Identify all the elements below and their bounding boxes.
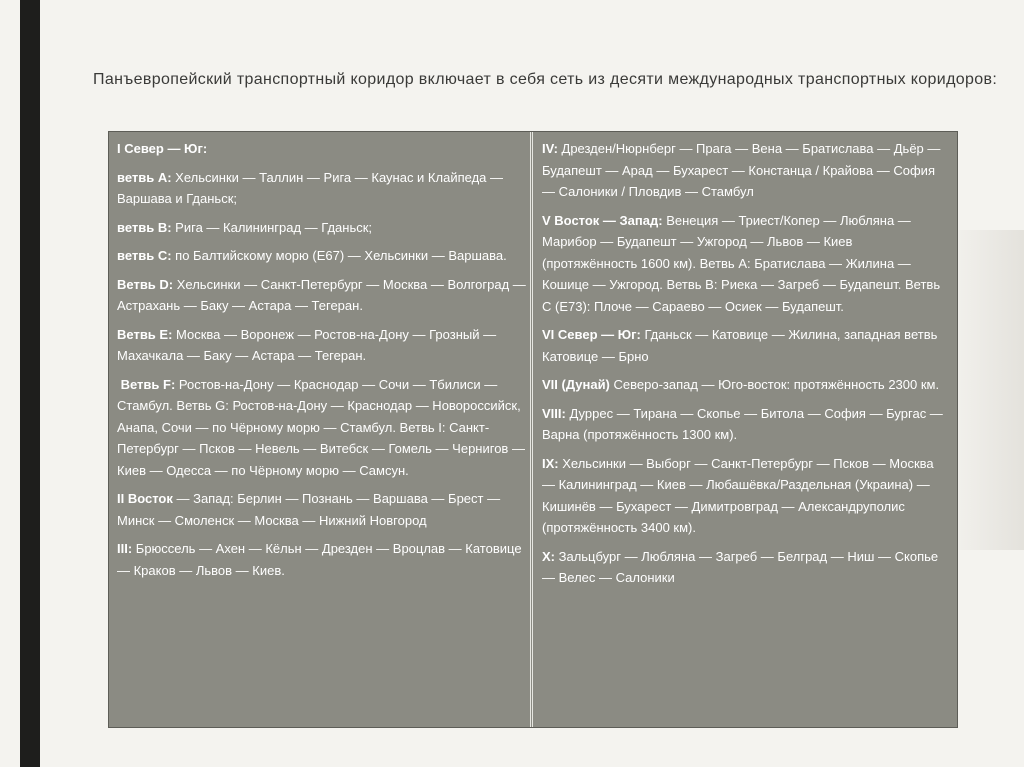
corridor-entry	[117, 488, 526, 531]
entry-label: ветвь A:	[117, 169, 172, 185]
corridors-table	[108, 131, 958, 728]
corridor-entry	[117, 324, 526, 367]
entry-label: II Восток	[117, 491, 173, 506]
column-divider	[530, 132, 533, 727]
entry-label: IX:	[542, 455, 559, 471]
left-accent-bar	[20, 0, 40, 767]
entry-label: Ветвь F:	[117, 376, 176, 392]
entry-label: X:	[542, 548, 555, 564]
entry-label: IV:	[542, 141, 558, 156]
entry-label: ветвь C:	[117, 248, 172, 263]
corridor-entry	[117, 138, 526, 160]
entry-text: Венеция — Триест/Копер — Любляна — Марибор — Будапешт — Ужгород — Львов — Киев (протяжённость 1600 км). Ветвь A: Братислава — Жилина — Кошице — Ужгород. Ветвь B: Риека — Загреб — Будапешт. Ветвь C (E73): Плоче — Сараево — Осиек — Будапешт.	[542, 212, 941, 314]
corridor-entry	[542, 453, 949, 539]
entry-label: VI Север — Юг:	[542, 327, 641, 342]
corridor-entry	[542, 403, 949, 446]
intro-text: Панъевропейский транспортный коридор включает в себя сеть из десяти международных транспортных коридоров:	[93, 71, 998, 88]
corridor-entry	[542, 138, 949, 203]
corridor-entry	[117, 274, 526, 317]
corridor-entry	[117, 538, 526, 581]
corridor-entry	[542, 324, 949, 367]
table-column-left	[109, 132, 534, 727]
entry-label: Ветвь D:	[117, 276, 174, 292]
corridor-entry	[117, 167, 526, 210]
entry-text: Брюссель — Ахен — Кёльн — Дрезден — Вроцлав — Катовице — Краков — Львов — Киев.	[117, 541, 522, 578]
entry-text: Ростов-на-Дону — Краснодар — Сочи — Тбилиси — Стамбул. Ветвь G: Ростов-на-Дону — Краснодар — Новороссийск, Анапа, Сочи — по Чёрному морю — Стамбул. Ветвь I: Санкт-Петербург — Псков — Невель — Витебск — Гомель — Чернигов — Киев — Одесса — по Чёрному морю — Самсун.	[117, 376, 525, 478]
corridor-entry	[117, 245, 526, 267]
table-column-right	[534, 132, 957, 727]
corridor-entry	[117, 217, 526, 239]
entry-label: V Восток — Запад:	[542, 212, 663, 228]
entry-label: ветвь B:	[117, 219, 172, 235]
entry-label: Ветвь E:	[117, 326, 173, 342]
entry-text: Гданьск — Катовице — Жилина, западная ветвь Катовице — Брно	[542, 327, 938, 364]
corridor-entry	[542, 210, 949, 318]
entry-text: — Запад: Берлин — Познань — Варшава — Брест — Минск — Смоленск — Москва — Нижний Новгород	[117, 491, 501, 528]
entry-text: Рига — Калининград — Гданьск;	[171, 219, 373, 235]
entry-text: Северо-запад — Юго-восток: протяжённость 2300 км.	[609, 377, 940, 392]
entry-text: Хельсинки — Таллин — Рига — Каунас и Клайпеда — Варшава и Гданьск;	[117, 169, 503, 206]
entry-text: Зальцбург — Любляна — Загреб — Белград — Ниш — Скопье — Велес — Салоники	[542, 548, 939, 585]
entry-label: VII (Дунай)	[542, 377, 610, 392]
entry-text: Дуррес — Тирана — Скопье — Битола — София — Бургас — Варна (протяжённость 1300 км).	[542, 405, 943, 442]
entry-label: VIII:	[542, 405, 566, 421]
entry-text: Хельсинки — Санкт-Петербург — Москва — Волгоград — Астрахань — Баку — Астара — Тегеран.	[117, 276, 526, 313]
entry-text: Хельсинки — Выборг — Санкт-Петербург — Псков — Москва — Калининград — Киев — Любашёвка/Раздельная (Украина) — Кишинёв — Бухарест — Димитровград — Александруполис (протяжённость 3400 км).	[542, 455, 934, 535]
corridor-entry	[117, 374, 526, 482]
entry-text: по Балтийскому морю (E67) — Хельсинки — Варшава.	[171, 248, 507, 263]
entry-text: Москва — Воронеж — Ростов-на-Дону — Грозный — Махачкала — Баку — Астара — Тегеран.	[117, 326, 497, 363]
entry-label: III:	[117, 541, 133, 556]
entry-text: Дрезден/Нюрнберг — Прага — Вена — Братислава — Дьёр — Будапешт — Арад — Бухарест — Констанца / Крайова — София — Салоники / Пловдив — Стамбул	[542, 141, 941, 199]
corridor-entry	[542, 546, 949, 589]
corridor-entry	[542, 374, 949, 396]
entry-label: I Север — Юг:	[117, 141, 208, 156]
